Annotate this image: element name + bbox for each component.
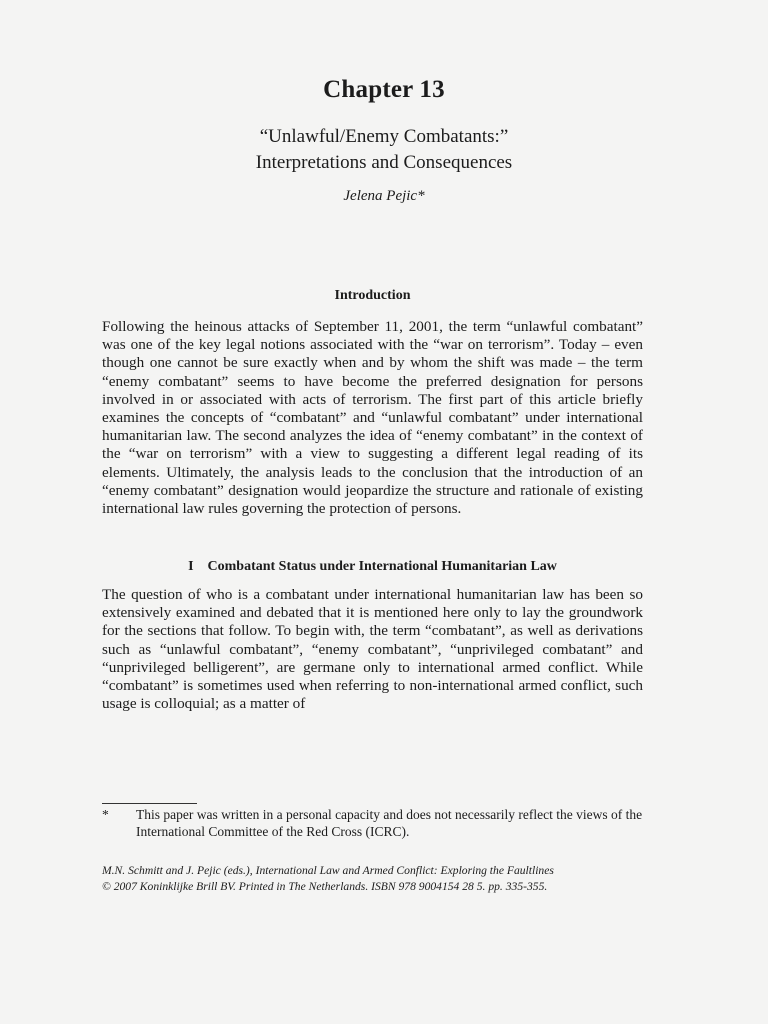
footnote-mark: *: [102, 807, 109, 822]
introduction-paragraph: Following the heinous attacks of September 11, 2001, the term “unlawful combatant” was one of the key legal notions associated with the “war on terrorism”. Today – even though one cannot be sure exactly when and by whom the shift was made – the term “enemy combatant” seems to have become the preferred designation for persons involved in or associated with acts of terrorism. The first part of this article briefly examines the concepts of “combatant” and “unlawful combatant” under international humanitarian law. The second analyzes the idea of “enemy combatant” in the context of the “war on terrorism” with a view to suggesting a different legal reading of its elements. Ultimately, the analysis leads to the conclusion that the introduction of an “enemy combatant” designation would jeopardize the structure and rationale of existing international law rules governing the protection of persons.: [102, 318, 643, 518]
introduction-heading: Introduction: [334, 288, 411, 303]
footnote: [102, 807, 643, 840]
section-1-heading: [102, 559, 643, 575]
chapter-title: Chapter 13: [323, 76, 445, 103]
section-1-number: I: [188, 559, 194, 574]
subtitle-line-2: Interpretations and Consequences: [255, 152, 513, 173]
footnote-text: This paper was written in a personal capacity and does not necessarily reflect the views of the International Committee of the Red Cross (ICRC).: [136, 807, 643, 839]
source-citation-line-2: © 2007 Koninklijke Brill BV. Printed in The Netherlands. ISBN 978 9004154 28 5. pp. 335-355.: [102, 880, 548, 893]
section-1-title: Combatant Status under International Humanitarian Law: [207, 559, 557, 574]
chapter-subtitle: [0, 124, 768, 176]
section-1-paragraph: The question of who is a combatant under international humanitarian law has been so extensively examined and debated that it is mentioned here only to lay the groundwork for the sections that follow. To begin with, the term “combatant”, as well as derivations such as “unlawful combatant”, “enemy combatant”, “unprivileged combatant” and “unprivileged belligerent”, are germane only to international armed conflict. While “combatant” is sometimes used when referring to non-international armed conflict, such usage is colloquial; as a matter of: [102, 586, 643, 713]
footnote-divider: [102, 803, 197, 804]
subtitle-line-1: “Unlawful/Enemy Combatants:”: [259, 126, 509, 147]
source-citation-line-1: M.N. Schmitt and J. Pejic (eds.), International Law and Armed Conflict: Exploring the Faultlines: [102, 864, 554, 877]
author-name: Jelena Pejic*: [343, 188, 425, 204]
